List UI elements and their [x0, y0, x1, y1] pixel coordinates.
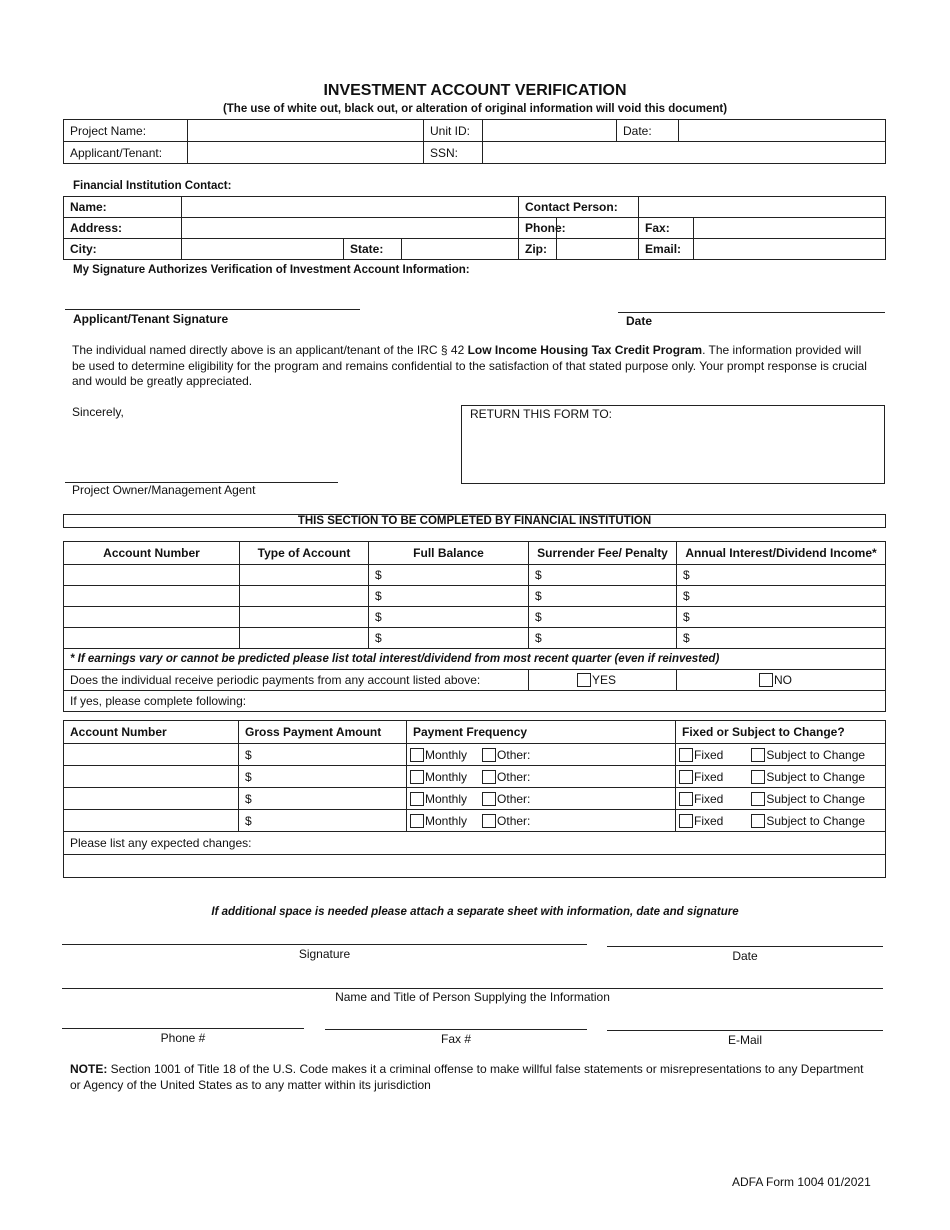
intro-paragraph [72, 343, 877, 390]
institution-name-field[interactable] [182, 197, 519, 218]
col-account-number: Account Number [64, 542, 240, 565]
dollar-sign: $ [245, 769, 252, 784]
phone-field[interactable] [557, 218, 639, 239]
monthly-label: Monthly [425, 747, 468, 762]
monthly-checkbox[interactable] [410, 792, 424, 806]
sincerely-label: Sincerely, [72, 405, 124, 419]
phone-label: Phone # [160, 1031, 206, 1045]
monthly-checkbox[interactable] [410, 814, 424, 828]
full-balance-field[interactable] [369, 628, 529, 649]
subject-to-change-checkbox[interactable] [751, 792, 765, 806]
address-field[interactable] [182, 218, 519, 239]
dollar-sign: $ [375, 568, 382, 582]
dollar-sign: $ [683, 568, 690, 582]
subject-to-change-label: Subject to Change [766, 791, 866, 806]
fax-field[interactable] [694, 218, 886, 239]
dollar-sign: $ [683, 631, 690, 645]
subject-to-change-label: Subject to Change [766, 747, 866, 762]
state-label: State: [344, 239, 402, 260]
date-field[interactable] [679, 120, 886, 142]
gross-payment-field[interactable] [239, 744, 407, 766]
fax-label: Fax # [440, 1032, 471, 1046]
gross-payment-field[interactable] [239, 788, 407, 810]
city-label: City: [64, 239, 182, 260]
ssn-field[interactable] [483, 142, 886, 164]
account-type-field[interactable] [240, 565, 369, 586]
ssn-label: SSN: [424, 142, 483, 164]
monthly-checkbox[interactable] [410, 748, 424, 762]
form-id: ADFA Form 1004 01/2021 [732, 1175, 871, 1189]
monthly-checkbox[interactable] [410, 770, 424, 784]
email-line[interactable] [607, 1030, 883, 1031]
account-row [64, 628, 886, 649]
applicant-label: Applicant/Tenant: [64, 142, 188, 164]
annual-interest-field[interactable] [677, 607, 886, 628]
pay-col-frequency: Payment Frequency [407, 721, 676, 744]
payment-row [64, 766, 886, 788]
if-yes-instruction: If yes, please complete following: [64, 691, 886, 712]
no-option[interactable] [677, 670, 886, 691]
payment-row [64, 788, 886, 810]
email-label: Email: [639, 239, 694, 260]
fixed-checkbox[interactable] [679, 770, 693, 784]
pay-col-fixed: Fixed or Subject to Change? [676, 721, 886, 744]
payment-row [64, 810, 886, 832]
yes-label: YES [592, 673, 617, 687]
dollar-sign: $ [245, 747, 252, 762]
surrender-fee-field[interactable] [529, 565, 677, 586]
agent-label: Project Owner/Management Agent [72, 483, 256, 497]
expected-changes-field[interactable] [64, 855, 886, 878]
unit-id-field[interactable] [483, 120, 617, 142]
dollar-sign: $ [245, 791, 252, 806]
no-checkbox[interactable] [759, 673, 773, 687]
fi-signature-label: Signature [298, 947, 351, 961]
fi-section-banner: THIS SECTION TO BE COMPLETED BY FINANCIAL INSTITUTION [63, 514, 886, 528]
authorization-heading: My Signature Authorizes Verification of Investment Account Information: [73, 264, 470, 276]
pay-col-gross-amount: Gross Payment Amount [239, 721, 407, 744]
yes-option[interactable] [529, 670, 677, 691]
account-number-field[interactable] [64, 586, 240, 607]
subject-to-change-checkbox[interactable] [751, 748, 765, 762]
dollar-sign: $ [535, 589, 542, 603]
fi-date-label: Date [732, 949, 758, 963]
dollar-sign: $ [375, 589, 382, 603]
col-type-of-account: Type of Account [240, 542, 369, 565]
pay-col-account-number: Account Number [64, 721, 239, 744]
other-label: Other: [497, 747, 531, 762]
name-title-line[interactable] [62, 988, 883, 989]
subject-to-change-label: Subject to Change [766, 813, 866, 828]
intro-text-start: The individual named directly above is an applicant/tenant of the IRC § 42 [72, 343, 468, 357]
full-balance-field[interactable] [369, 565, 529, 586]
fixed-label: Fixed [694, 769, 724, 784]
return-form-box[interactable] [461, 405, 885, 484]
phone-label: Phone: [519, 218, 557, 239]
note-label: NOTE: [70, 1062, 108, 1076]
other-checkbox[interactable] [482, 814, 496, 828]
account-number-field[interactable] [64, 628, 240, 649]
yes-checkbox[interactable] [577, 673, 591, 687]
account-type-field[interactable] [240, 628, 369, 649]
applicant-date-line[interactable] [618, 312, 885, 313]
pay-account-number-field[interactable] [64, 810, 239, 832]
account-row [64, 607, 886, 628]
account-number-field[interactable] [64, 565, 240, 586]
other-checkbox[interactable] [482, 770, 496, 784]
account-row [64, 565, 886, 586]
fax-line[interactable] [325, 1029, 587, 1030]
fixed-label: Fixed [694, 813, 724, 828]
dollar-sign: $ [375, 631, 382, 645]
gross-payment-field[interactable] [239, 810, 407, 832]
other-checkbox[interactable] [482, 792, 496, 806]
other-label: Other: [497, 791, 531, 806]
intro-text-end: . The information provided will be used to determine eligibility for the program and remains confidential to the satisfaction of that stated purpose only. Your prompt response is crucial and would be greatly appreciated. [72, 343, 867, 388]
applicant-signature-line[interactable] [65, 309, 360, 310]
institution-table [63, 196, 886, 260]
dollar-sign: $ [683, 589, 690, 603]
return-form-label: RETURN THIS FORM TO: [470, 407, 613, 421]
other-label: Other: [497, 769, 531, 784]
contact-person-label: Contact Person: [519, 197, 639, 218]
monthly-label: Monthly [425, 813, 468, 828]
expected-changes-label: Please list any expected changes: [64, 832, 886, 855]
fi-date-line[interactable] [607, 946, 883, 947]
fixed-checkbox[interactable] [679, 748, 693, 762]
pay-account-number-field[interactable] [64, 766, 239, 788]
payment-row [64, 744, 886, 766]
name-title-label: Name and Title of Person Supplying the Information [335, 990, 610, 1004]
full-balance-field[interactable] [369, 586, 529, 607]
project-name-field[interactable] [188, 120, 424, 142]
page-title: INVESTMENT ACCOUNT VERIFICATION [323, 82, 627, 99]
contact-person-field[interactable] [639, 197, 886, 218]
unit-id-label: Unit ID: [424, 120, 483, 142]
institution-name-label: Name: [64, 197, 182, 218]
dollar-sign: $ [535, 631, 542, 645]
fixed-label: Fixed [694, 747, 724, 762]
no-label: NO [774, 673, 792, 687]
applicant-signature-label: Applicant/Tenant Signature [73, 312, 229, 326]
additional-space-note: If additional space is needed please attach a separate sheet with information, date and signature [211, 906, 739, 918]
applicant-date-label: Date [626, 314, 653, 328]
annual-interest-field[interactable] [677, 586, 886, 607]
monthly-label: Monthly [425, 769, 468, 784]
institution-heading: Financial Institution Contact: [73, 180, 232, 192]
annual-interest-field[interactable] [677, 565, 886, 586]
fi-signature-line[interactable] [62, 944, 587, 945]
periodic-payments-question: Does the individual receive periodic payments from any account listed above: [64, 670, 529, 691]
account-type-field[interactable] [240, 607, 369, 628]
phone-line[interactable] [62, 1028, 304, 1029]
account-row [64, 586, 886, 607]
note-text: Section 1001 of Title 18 of the U.S. Code makes it a criminal offense to make willful false statements or misrepresentations to any Department or Agency of the United States as to any matter within its jurisdiction [70, 1062, 864, 1092]
zip-field[interactable] [557, 239, 639, 260]
dollar-sign: $ [535, 568, 542, 582]
zip-label: Zip: [519, 239, 557, 260]
col-surrender-fee: Surrender Fee/ Penalty [529, 542, 677, 565]
payments-table [63, 720, 886, 878]
pay-account-number-field[interactable] [64, 744, 239, 766]
accounts-table [63, 541, 886, 712]
applicant-field[interactable] [188, 142, 424, 164]
fixed-checkbox[interactable] [679, 792, 693, 806]
dollar-sign: $ [535, 610, 542, 624]
surrender-fee-field[interactable] [529, 586, 677, 607]
annual-interest-field[interactable] [677, 628, 886, 649]
dollar-sign: $ [375, 610, 382, 624]
other-label: Other: [497, 813, 531, 828]
other-checkbox[interactable] [482, 748, 496, 762]
surrender-fee-field[interactable] [529, 607, 677, 628]
project-name-label: Project Name: [64, 120, 188, 142]
pay-account-number-field[interactable] [64, 788, 239, 810]
full-balance-field[interactable] [369, 607, 529, 628]
fixed-checkbox[interactable] [679, 814, 693, 828]
account-type-field[interactable] [240, 586, 369, 607]
project-info-table [63, 119, 886, 164]
program-name: Low Income Housing Tax Credit Program [467, 343, 703, 357]
monthly-label: Monthly [425, 791, 468, 806]
earnings-footnote: * If earnings vary or cannot be predicted please list total interest/dividend from most recent quarter (even if reinvested) [64, 649, 886, 670]
fixed-label: Fixed [694, 791, 724, 806]
city-field[interactable] [182, 239, 344, 260]
email-label: E-Mail [727, 1033, 762, 1047]
page-subtitle: (The use of white out, black out, or alteration of original information will void this document) [222, 103, 728, 115]
col-full-balance: Full Balance [369, 542, 529, 565]
account-number-field[interactable] [64, 607, 240, 628]
gross-payment-field[interactable] [239, 766, 407, 788]
subject-to-change-checkbox[interactable] [751, 770, 765, 784]
dollar-sign: $ [245, 813, 252, 828]
subject-to-change-checkbox[interactable] [751, 814, 765, 828]
surrender-fee-field[interactable] [529, 628, 677, 649]
col-annual-interest: Annual Interest/Dividend Income* [677, 542, 886, 565]
subject-to-change-label: Subject to Change [766, 769, 866, 784]
address-label: Address: [64, 218, 182, 239]
fax-label: Fax: [639, 218, 694, 239]
email-field[interactable] [694, 239, 886, 260]
legal-note [70, 1062, 875, 1093]
state-field[interactable] [402, 239, 519, 260]
dollar-sign: $ [683, 610, 690, 624]
date-label: Date: [617, 120, 679, 142]
